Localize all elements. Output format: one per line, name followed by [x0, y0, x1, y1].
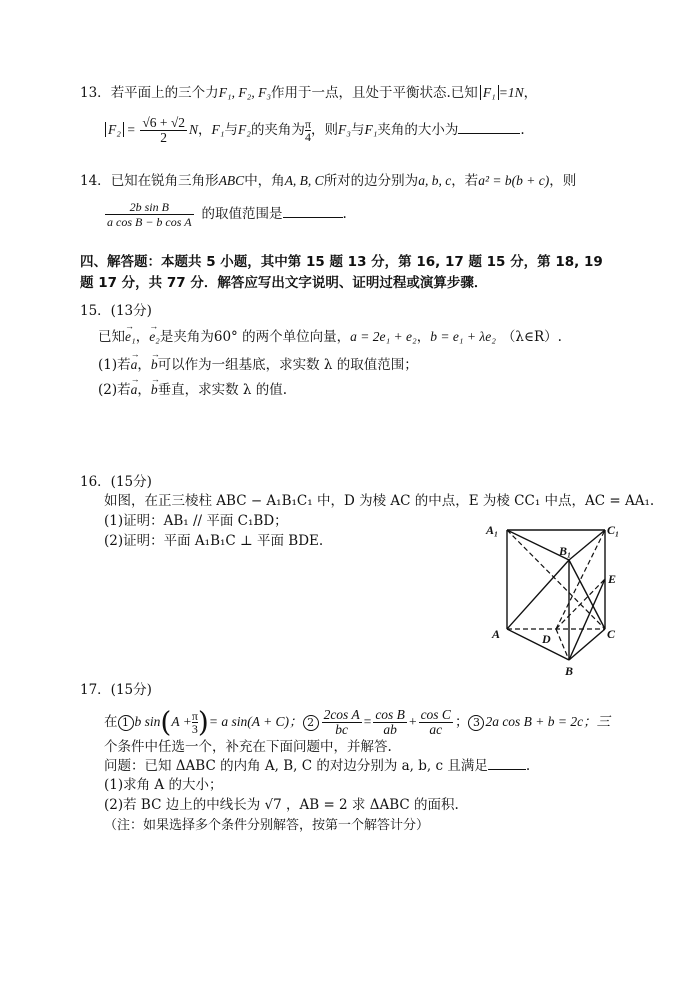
segment-ab1: [507, 560, 569, 629]
q17-part1: (1)求角 A 的大小；: [104, 777, 223, 793]
q15-number: 15．(13分): [80, 303, 152, 319]
q13-fraction: $\frac{√6 + √2}{2}$: [142, 115, 186, 145]
q17-line2: 个条件中任选一个，补充在下面问题中，并解答.: [104, 739, 392, 755]
label-c1: C₁: [607, 523, 620, 537]
q15-part2: (2)若→ a，→ b垂直，求实数 λ 的值.: [98, 381, 287, 399]
q16-part2: (2)证明：平面 A₁B₁C ⊥ 平面 BDE.: [104, 533, 324, 549]
q13-line2: F₂ = $\frac{√6 + √2}{2}$ N，F₁与F₂的夹角为 $\frac{\pi}{4}$，则F₃与F₁夹角的大小为 .: [105, 116, 525, 145]
q14-number: 14．: [80, 173, 111, 189]
q17-number: 17．(15分): [80, 682, 152, 698]
q13-number: 13．: [80, 85, 111, 101]
condition-1-mark: 1: [118, 715, 134, 731]
prism-figure: [480, 515, 630, 685]
q14-answer-blank[interactable]: [283, 217, 343, 218]
label-b: B: [565, 664, 574, 678]
q14-line1: 14．已知在锐角三角形ABC中，角A, B, C所对的边分别为a, b, c，若a² = b(b + c)，则: [80, 173, 577, 189]
q13-line1: 13．若平面上的三个力F₁, F₂, F₃作用于一点，且处于平衡状态.已知 F₁ =1N，: [80, 85, 538, 101]
q16-part1: (1)证明：AB₁ // 平面 C₁BD；: [104, 513, 288, 529]
section4-heading-line2: 题 17 分，共 77 分．解答应写出文字说明、证明过程或演算步骤．: [80, 275, 488, 291]
q17-part2: (2)若 BC 边上的中线长为 √7 ，AB = 2 求 ΔABC 的面积.: [104, 797, 459, 813]
edge-b1c1: [569, 530, 605, 560]
label-b1: B₁: [559, 544, 572, 558]
edge-ab: [507, 629, 569, 660]
q13-pi-fraction: $\frac{\pi}{4}$: [304, 117, 311, 144]
q14-fraction: $\frac{\text{2b sin B}}{\text{a cos B − b cos A}}$: [107, 200, 192, 229]
section4-heading-line1: 四、解答题：本题共 5 小题，其中第 15 题 13 分，第 16, 17 题 15 分，第 18, 19: [80, 254, 603, 270]
label-a1: A₁: [486, 523, 499, 537]
q16-intro: 如图，在正三棱柱 ABC − A₁B₁C₁ 中，D 为棱 AC 的中点，E 为棱 CC₁ 中点，AC = AA₁.: [104, 493, 655, 509]
q15-intro: 已知→ e₁，→ e₂是夹角为60° 的两个单位向量，a = 2e₁ + e₂，b = e₁ + λe₂ （λ∈R）.: [98, 328, 562, 346]
label-e: E: [608, 572, 617, 586]
q17-conditions: 在 1 b sin(A + $\frac{\pi}{3})= a$ sin(A + C)； 2 $\frac{\text{2cos A}}{bc}$ = $\frac{\text{cos B}}{ab}$ + $\frac{\text{cos C}}{ac}$ ； 3 2a cos B + b = 2c；三: [104, 705, 611, 739]
q17-note: （注：如果选择多个条件分别解答，按第一个解答计分）: [104, 818, 430, 833]
q17-condition-blank[interactable]: [488, 769, 526, 770]
q15-part1: (1)若→ a，→ b可以作为一组基底，求实数 λ 的取值范围；: [98, 356, 418, 374]
q16-number: 16．(15分): [80, 474, 152, 490]
label-c: C: [607, 627, 616, 641]
edge-bc: [569, 629, 605, 660]
label-a: A: [492, 627, 501, 641]
condition-2-mark: 2: [303, 715, 319, 731]
q13-answer-blank[interactable]: [458, 133, 520, 134]
q14-line2: $\frac{\text{2b sin B}}{\text{a cos B − b cos A}}$ 的取值范围是 .: [107, 200, 347, 229]
segment-bd-hidden: [556, 629, 569, 660]
q17-problem: 问题：已知 ΔABC 的内角 A, B, C 的对边分别为 a, b, c 且满足 .: [104, 758, 531, 774]
label-d: D: [542, 632, 551, 646]
segment-a1c-hidden: [507, 530, 605, 629]
condition-1-pi-fraction: $\frac{\pi}{3}$: [191, 709, 198, 736]
condition-3-mark: 3: [468, 715, 484, 731]
